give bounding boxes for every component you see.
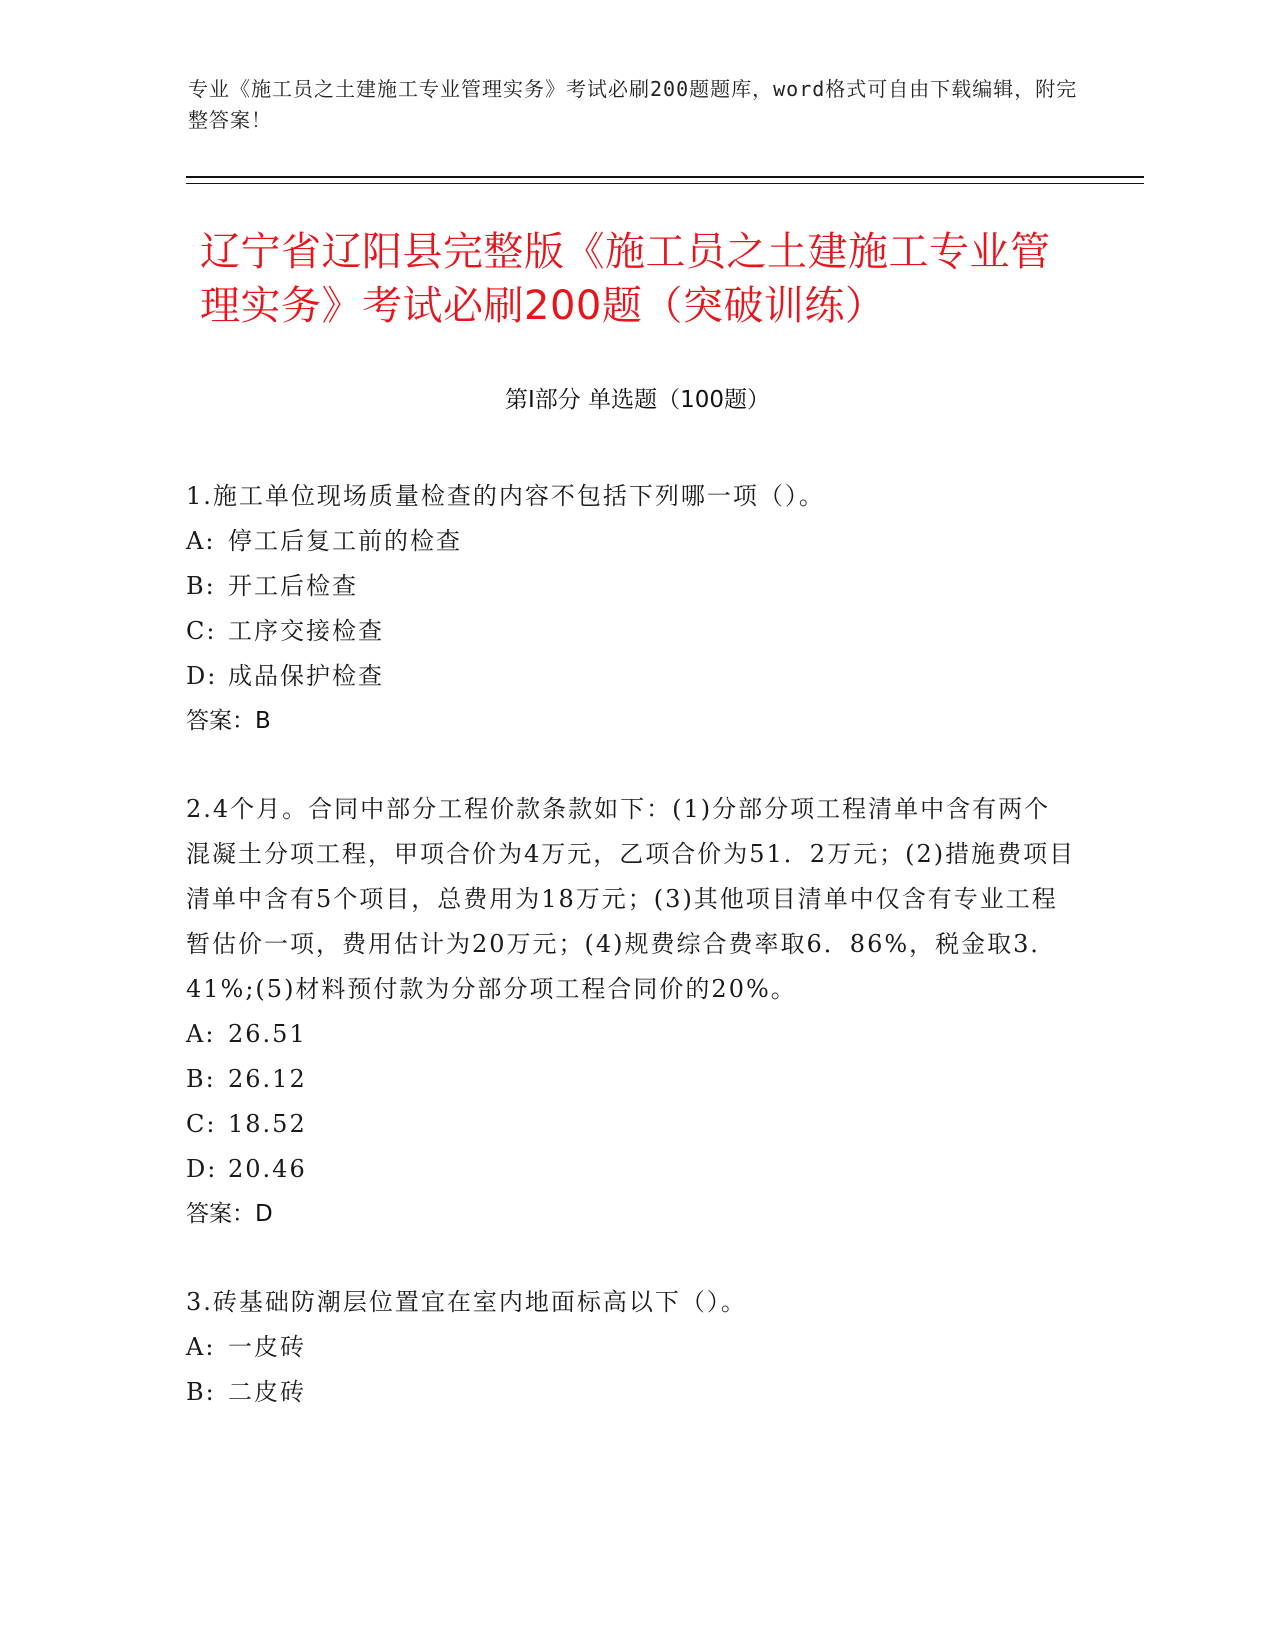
option-text: 26.12: [228, 1065, 307, 1093]
answer-label: 答案：B: [186, 708, 271, 734]
option-letter: D:: [186, 1155, 218, 1183]
option-text: 开工后检查: [228, 572, 358, 600]
section-title: 第Ⅰ部分 单选题（100题）: [505, 387, 770, 413]
option-letter: C:: [186, 1110, 217, 1138]
option-text: 18.52: [228, 1110, 307, 1138]
option-d: [186, 654, 1076, 699]
option-letter: A:: [186, 1020, 216, 1048]
header-divider-thin: [186, 183, 1144, 184]
option-letter: C:: [186, 617, 217, 645]
question-list: [186, 474, 1076, 1458]
option-text: 停工后复工前的检查: [228, 527, 462, 555]
option-letter: A:: [186, 527, 216, 555]
question-1: [186, 474, 1076, 744]
option-text: 二皮砖: [228, 1378, 306, 1406]
option-c: [186, 1102, 1076, 1147]
question-stem: 3.砖基础防潮层位置宜在室内地面标高以下（）。: [186, 1288, 747, 1316]
option-b: [186, 1057, 1076, 1102]
option-letter: B:: [186, 572, 216, 600]
option-b: [186, 564, 1076, 609]
option-a: [186, 1325, 1076, 1370]
intro-text: 专业《施工员之土建施工专业管理实务》考试必刷200题题库，word格式可自由下载编辑，附完整答案！: [188, 77, 1078, 132]
option-d: [186, 1147, 1076, 1192]
document-title: 辽宁省辽阳县完整版《施工员之土建施工专业管理实务》考试必刷200题（突破训练）: [200, 229, 1051, 329]
question-3: [186, 1280, 1076, 1415]
option-letter: B:: [186, 1378, 216, 1406]
option-a: [186, 519, 1076, 564]
option-text: 工序交接检查: [228, 617, 384, 645]
option-text: 20.46: [228, 1155, 307, 1183]
header-divider-thick: [186, 176, 1144, 178]
option-c: [186, 609, 1076, 654]
option-text: 一皮砖: [228, 1333, 306, 1361]
question-stem: 1.施工单位现场质量检查的内容不包括下列哪一项（）。: [186, 482, 825, 510]
option-text: 26.51: [228, 1020, 307, 1048]
answer-label: 答案：D: [186, 1201, 273, 1227]
option-text: 成品保护检查: [228, 662, 384, 690]
option-letter: B:: [186, 1065, 216, 1093]
question-2: [186, 787, 1076, 1237]
option-letter: A:: [186, 1333, 216, 1361]
option-a: [186, 1012, 1076, 1057]
question-stem: 2.4个月。合同中部分工程价款条款如下：(1)分部分项工程清单中含有两个混凝土分项工程，甲项合价为4万元，乙项合价为51．2万元；(2)措施费项目清单中含有5个项目，总费用为18万元；(3)其他项目清单中仅含有专业工程暂估价一项，费用估计为20万元；(4)规费综合费率取6．86%，税金取3．41%;(5)材料预付款为分部分项工程合同价的20%。: [186, 795, 1076, 1003]
option-b: [186, 1370, 1076, 1415]
option-letter: D:: [186, 662, 218, 690]
